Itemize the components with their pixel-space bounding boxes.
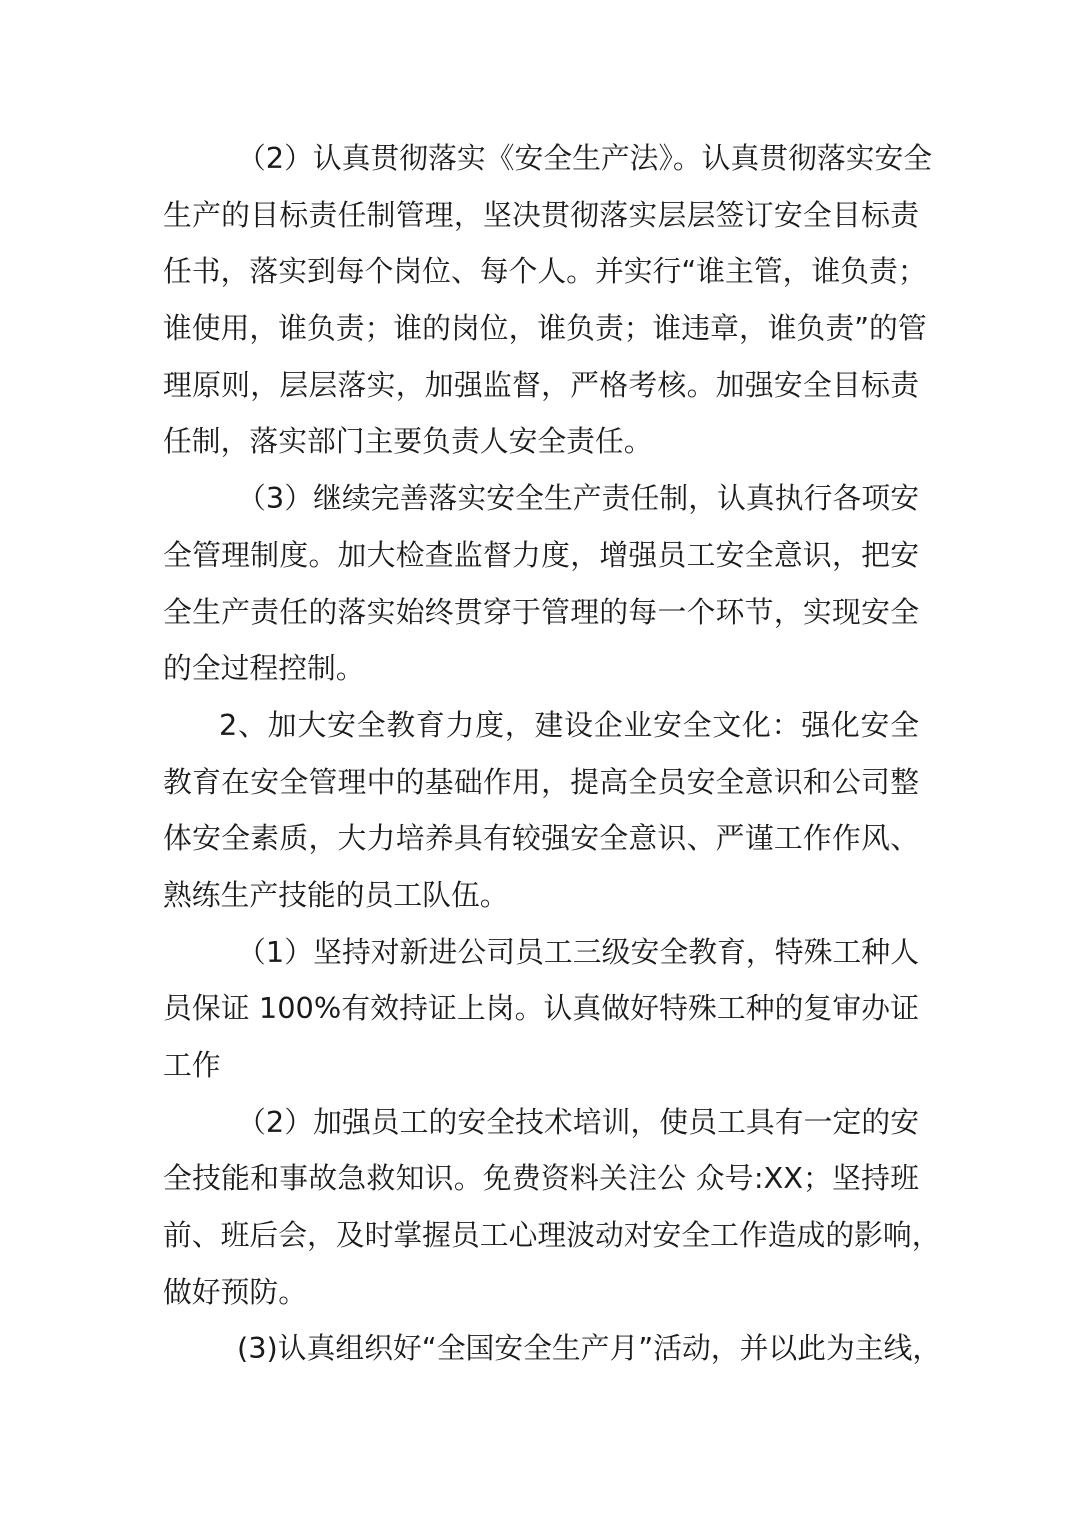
document-body [163,130,942,1377]
paragraph-line: 生产的目标责任制管理，坚决贯彻落实层层签订安全目标责 [163,197,919,232]
paragraph-line: 谁使用，谁负责；谁的岗位，谁负责；谁违章，谁负责”的管 [163,311,927,346]
paragraph-line: 工作 [163,1048,221,1082]
paragraph-line: （2）加强员工的安全技术培训，使员工具有一定的安 [237,1104,919,1139]
paragraph-line: 体安全素质，大力培养具有较强安全意识、严谨工作作风、 [163,821,919,856]
paragraph-line: 熟练生产技能的员工队伍。 [163,877,509,912]
paragraph-line: 理原则，层层落实，加强监督，严格考核。加强安全目标责 [163,367,919,402]
paragraph-line: (3)认真组织好“全国安全生产月”活动，并以此为主线， [237,1331,942,1366]
paragraph-line: 全管理制度。加大检查监督力度，增强员工安全意识，把安 [163,537,919,572]
paragraph-line: 做好预防。 [163,1274,307,1309]
paragraph-line: （2）认真贯彻落实《安全生产法》。认真贯彻落实安全 [237,141,933,175]
paragraph-line: 任制，落实部门主要负责人安全责任。 [163,424,653,459]
paragraph-line: 任书，落实到每个岗位、每个人。并实行“谁主管，谁负责； [163,254,927,289]
paragraph-line: 全技能和事故急救知识。免费资料关注公 众号:XX；坚持班 [163,1161,919,1196]
paragraph-line: （3）继续完善落实安全生产责任制，认真执行各项安 [237,481,919,516]
paragraph-line: 员保证 100%有效持证上岗。认真做好特殊工种的复审办证 [163,991,919,1026]
paragraph-line: （1）坚持对新进公司员工三级安全教育，特殊工种人 [237,934,919,969]
paragraph-line: 教育在安全管理中的基础作用，提高全员安全意识和公司整 [163,764,919,799]
section-heading-line: 2、加大安全教育力度，建设企业安全文化：强化安全 [219,707,919,742]
paragraph-line: 的全过程控制。 [163,651,365,686]
paragraph-line: 前、班后会，及时掌握员工心理波动对安全工作造成的影响， [163,1218,941,1253]
paragraph-line: 全生产责任的落实始终贯穿于管理的每一个环节，实现安全 [163,594,919,629]
